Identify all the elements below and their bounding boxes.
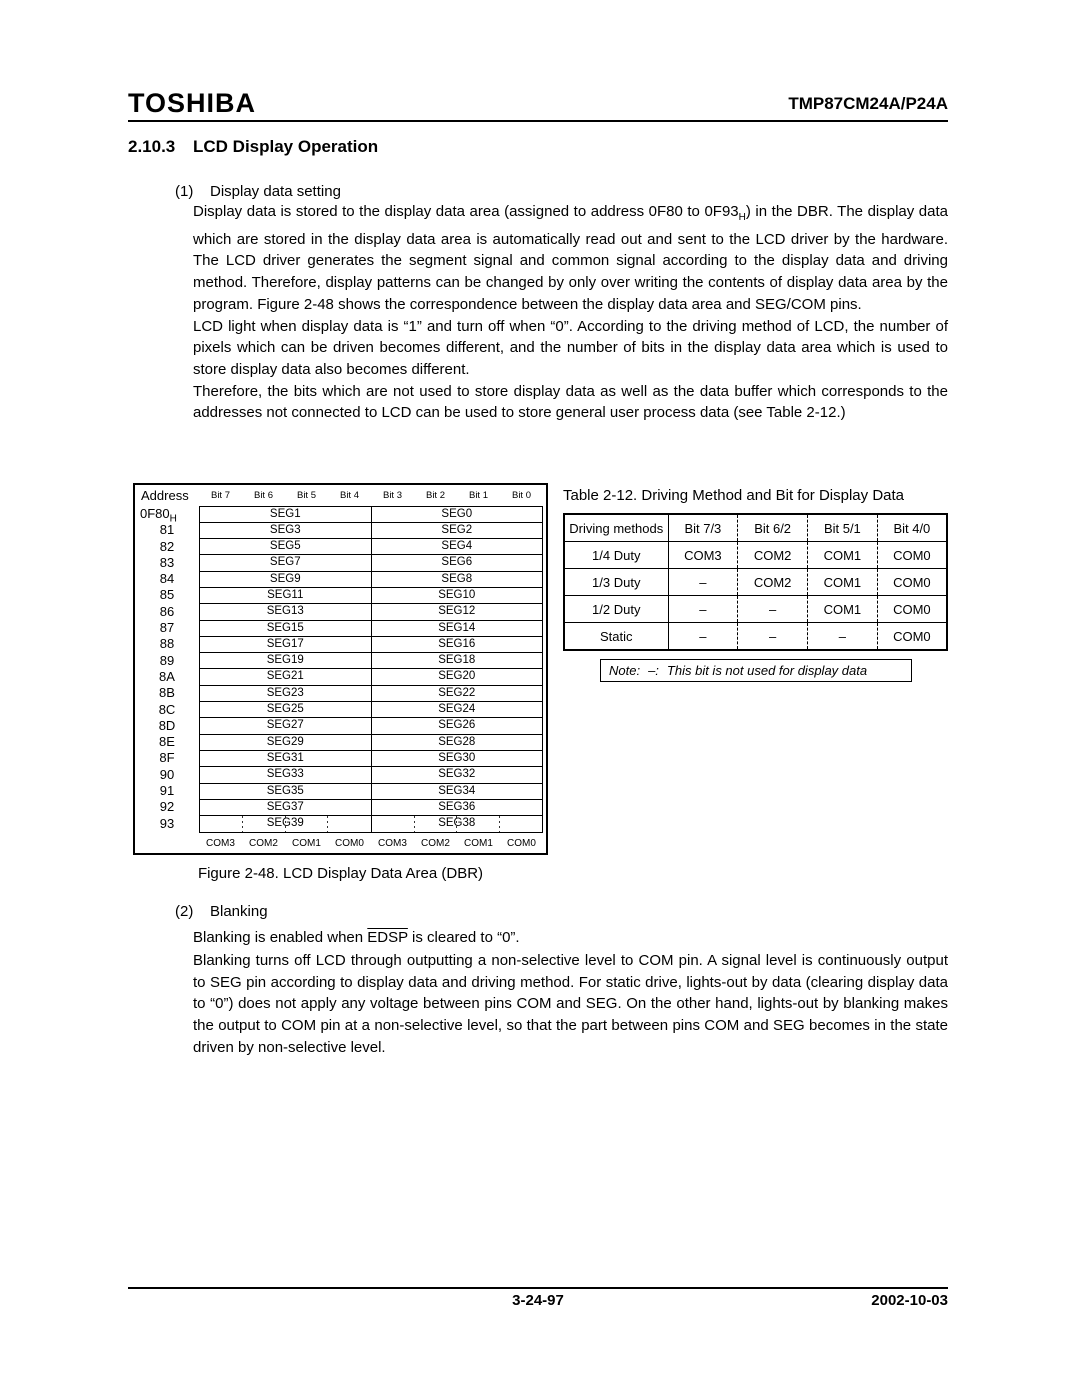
item-2-title: Blanking [210,903,268,920]
paragraph-4: Blanking turns off LCD through outputting a non-selective level to COM pin. A signal level is continuously output to SEG pin according to display data and driving method. For static drive, lights-out by data (clearing display data to “0”) does not apply any voltage between pins COM and SEG. On the other hand, lights-out by blanking makes the output to COM pin at a non-selective level, so that the part between pins COM and SEG becomes in the state driven by non-selective level. [193,952,948,1056]
com-label: COM3 [378,837,407,849]
header-rule [128,120,948,122]
address-label: 8A [159,668,175,684]
bit-com-cell: COM2 [738,542,808,569]
seg-cell-high: SEG39 [200,816,372,832]
address-label: 91 [159,783,175,799]
seg-row [200,702,542,718]
table-title: Table 2-12. Driving Method and Bit for Display Data [563,487,905,504]
seg-cell-high: SEG1 [200,507,372,522]
seg-cell-low: SEG4 [441,540,473,553]
seg-row [200,555,542,571]
table-header-cell: Bit 4/0 [877,514,947,542]
seg-cell-high: SEG31 [200,751,372,766]
seg-cell-high: SEG5 [200,539,372,554]
com-label: COM1 [464,837,493,849]
seg-cell-low: SEG36 [438,800,476,813]
brand-logo: TOSHIBA [128,88,257,118]
seg-cell-high: SEG15 [200,621,372,636]
seg-row [200,800,542,816]
bit-com-cell: COM0 [877,596,947,623]
table-row [564,596,947,623]
bit-com-cell: COM1 [808,569,878,596]
paragraph-1 [193,201,948,316]
seg-row [200,653,542,669]
blanking-text: Blanking is enabled when [193,929,368,946]
seg-row [200,767,542,783]
driving-method-cell: 1/4 Duty [564,542,668,569]
bit-table-side [199,485,546,853]
bit-com-cell: COM0 [877,542,947,569]
seg-cell-high: SEG17 [200,637,372,652]
seg-cell-high: SEG13 [200,604,372,619]
address-label: 85 [159,587,175,603]
table-row [564,623,947,651]
part-number: TMP87CM24A/P24A [788,94,948,113]
seg-cell-low: SEG26 [438,719,476,732]
item-2-number: (2) [175,903,194,920]
table-row [564,569,947,596]
blanking-text-cont: is cleared to “0”. [407,929,520,946]
bit-com-cell: COM1 [808,596,878,623]
seg-cell-high: SEG25 [200,702,372,717]
paragraph-3: Therefore, the bits which are not used to store display data as well as the data buffer which corresponds to the addresses not connected to LCD can be used to store general user process data (see Table 2-12.) [193,382,948,422]
bit-com-cell: – [668,569,738,596]
seg-cell-high: SEG9 [200,572,372,587]
seg-cell-high: SEG11 [200,588,372,603]
bit-com-cell: COM0 [877,623,947,651]
com-label: COM1 [292,837,321,849]
paragraph-1-text-cont: ) in the DBR. The display data which are stored in the display data area is automatically read out and sent to the LCD driver by the hardware. The LCD driver generates the segment signal and common signal according to the display data and driving method. Therefore, display patterns can be changed by only over writing the contents of display data area by the program. Figure 2-48 shows the correspondence between the display data area and SEG/COM pins. [193,203,949,313]
seg-cell-low: SEG12 [438,605,476,618]
seg-cell-low: SEG34 [438,784,476,797]
seg-row [200,669,542,685]
section-number: 2.10.3 [128,137,176,156]
seg-cell-high: SEG19 [200,653,372,668]
address-label: 83 [159,554,175,570]
item-2-body [193,950,948,1059]
item-2-heading [175,903,268,920]
bit-com-cell: COM1 [808,542,878,569]
seg-cell-low: SEG38 [372,816,543,832]
table-note [600,659,912,682]
com-label: COM3 [206,837,235,849]
seg-row [200,735,542,751]
footer-page-number: 3-24-97 [512,1292,564,1309]
seg-cell-low: SEG10 [438,589,476,601]
address-label: 92 [159,799,175,815]
seg-row [200,686,542,702]
address-side [135,485,199,853]
footer-rule [128,1287,948,1289]
item-1-number: (1) [175,183,194,200]
bit-label: Bit 2 [425,490,445,501]
seg-row [200,816,542,832]
bit-labels [199,485,543,506]
note-label: Note: [609,663,641,678]
address-first-text: 0F80 [140,506,170,521]
seg-cell-high: SEG23 [200,686,372,701]
seg-cell-low: SEG18 [438,654,476,667]
seg-cell-low: SEG8 [441,572,473,585]
seg-cell-high: SEG29 [200,735,372,750]
address-label: 8F [159,750,175,766]
com-label: COM2 [421,837,450,849]
paragraph-1-text: Display data is stored to the display data area (assigned to address 0F80 to 0F93 [193,203,739,220]
seg-row [200,572,542,588]
seg-cell-low: SEG32 [438,768,476,781]
bit-com-cell: – [808,623,878,651]
address-label: 88 [159,636,175,652]
item-1-title: Display data setting [210,183,341,200]
bit-com-cell: – [738,596,808,623]
bit-label: Bit 3 [382,490,402,501]
address-first-sub: H [169,513,177,525]
com-labels [199,833,543,853]
seg-cell-high: SEG37 [200,800,372,815]
seg-row [200,718,542,734]
address-label: 87 [159,620,175,636]
note-dash: –: [648,663,659,678]
item-1-body [193,201,948,424]
bit-com-cell: COM2 [738,569,808,596]
footer-date: 2002-10-03 [871,1292,948,1309]
seg-cell-low: SEG24 [438,703,476,716]
bit-label: Bit 6 [253,490,273,501]
seg-table [199,506,543,834]
figure-caption: Figure 2-48. LCD Display Data Area (DBR) [197,865,484,882]
seg-row [200,539,542,555]
seg-row [200,621,542,637]
figure-lcd-dbr [133,483,548,882]
seg-cell-high: SEG33 [200,767,372,782]
address-column [135,506,199,832]
seg-cell-low: SEG2 [441,523,473,536]
bit-com-cell: – [738,623,808,651]
bit-label: Bit 5 [296,490,316,501]
bit-com-cell: – [668,623,738,651]
address-label: 89 [159,652,175,668]
bit-label: Bit 7 [210,490,230,501]
seg-cell-high: SEG7 [200,555,372,570]
bit-com-cell: COM3 [668,542,738,569]
paragraph-2: LCD light when display data is “1” and turn off when “0”. According to the driving method of LCD, the number of pixels which can be driven becomes different, and the number of bits in the display data area which is used to store display data also becomes different. [193,317,948,378]
seg-cell-low: SEG0 [441,507,473,520]
bit-label: Bit 1 [468,490,488,501]
driving-method-cell: 1/2 Duty [564,596,668,623]
seg-cell-low: SEG14 [438,621,476,634]
address-label: 84 [159,571,175,587]
address-label: 90 [159,766,175,782]
driving-method-table [563,513,948,651]
seg-cell-high: SEG21 [200,669,372,684]
seg-row [200,588,542,604]
table-row [564,542,947,569]
address-label: 8B [159,685,175,701]
edsp-signal: EDSP [367,929,408,946]
seg-row [200,784,542,800]
table-header-cell: Bit 6/2 [738,514,808,542]
address-label: 8D [158,717,176,733]
seg-cell-low: SEG6 [441,556,473,569]
t212-body [564,542,947,651]
address-label: 82 [159,538,175,554]
address-label: 93 [159,815,175,831]
bit-label: Bit 4 [339,490,359,501]
seg-cell-low: SEG30 [438,751,476,764]
seg-cell-low: SEG20 [438,670,476,683]
address-label: 81 [159,522,175,538]
section-title: LCD Display Operation [193,137,379,156]
table-header-cell: Bit 5/1 [808,514,878,542]
table-2-12 [563,487,948,682]
hex-subscript: H [738,212,746,223]
address-label-first [135,506,199,525]
seg-cell-low: SEG16 [438,637,476,650]
seg-cell-high: SEG3 [200,523,372,538]
com-label: COM0 [335,837,364,849]
driving-method-cell: Static [564,623,668,651]
seg-cell-high: SEG27 [200,718,372,733]
seg-cell-low: SEG28 [438,735,476,748]
seg-row [200,523,542,539]
dbr-diagram [133,483,548,855]
section-heading [128,137,378,157]
driving-method-cell: 1/3 Duty [564,569,668,596]
seg-row [200,751,542,767]
address-header: Address [141,488,189,503]
note-text: This bit is not used for display data [666,663,868,678]
item-2-line1 [193,927,948,949]
bit-label: Bit 0 [511,490,531,501]
seg-cell-low: SEG22 [438,686,476,699]
bit-com-cell: COM0 [877,569,947,596]
item-1-heading [175,183,341,200]
seg-row [200,507,542,523]
seg-cell-high: SEG35 [200,784,372,799]
table-header-cell: Driving methods [564,514,668,542]
address-label: 8E [159,734,175,750]
seg-row [200,637,542,653]
t212-header-row [564,514,947,542]
com-label: COM0 [507,837,536,849]
address-label: 8C [158,701,176,717]
bit-com-cell: – [668,596,738,623]
seg-row [200,604,542,620]
table-header-cell: Bit 7/3 [668,514,738,542]
address-label: 86 [159,603,175,619]
com-label: COM2 [249,837,278,849]
